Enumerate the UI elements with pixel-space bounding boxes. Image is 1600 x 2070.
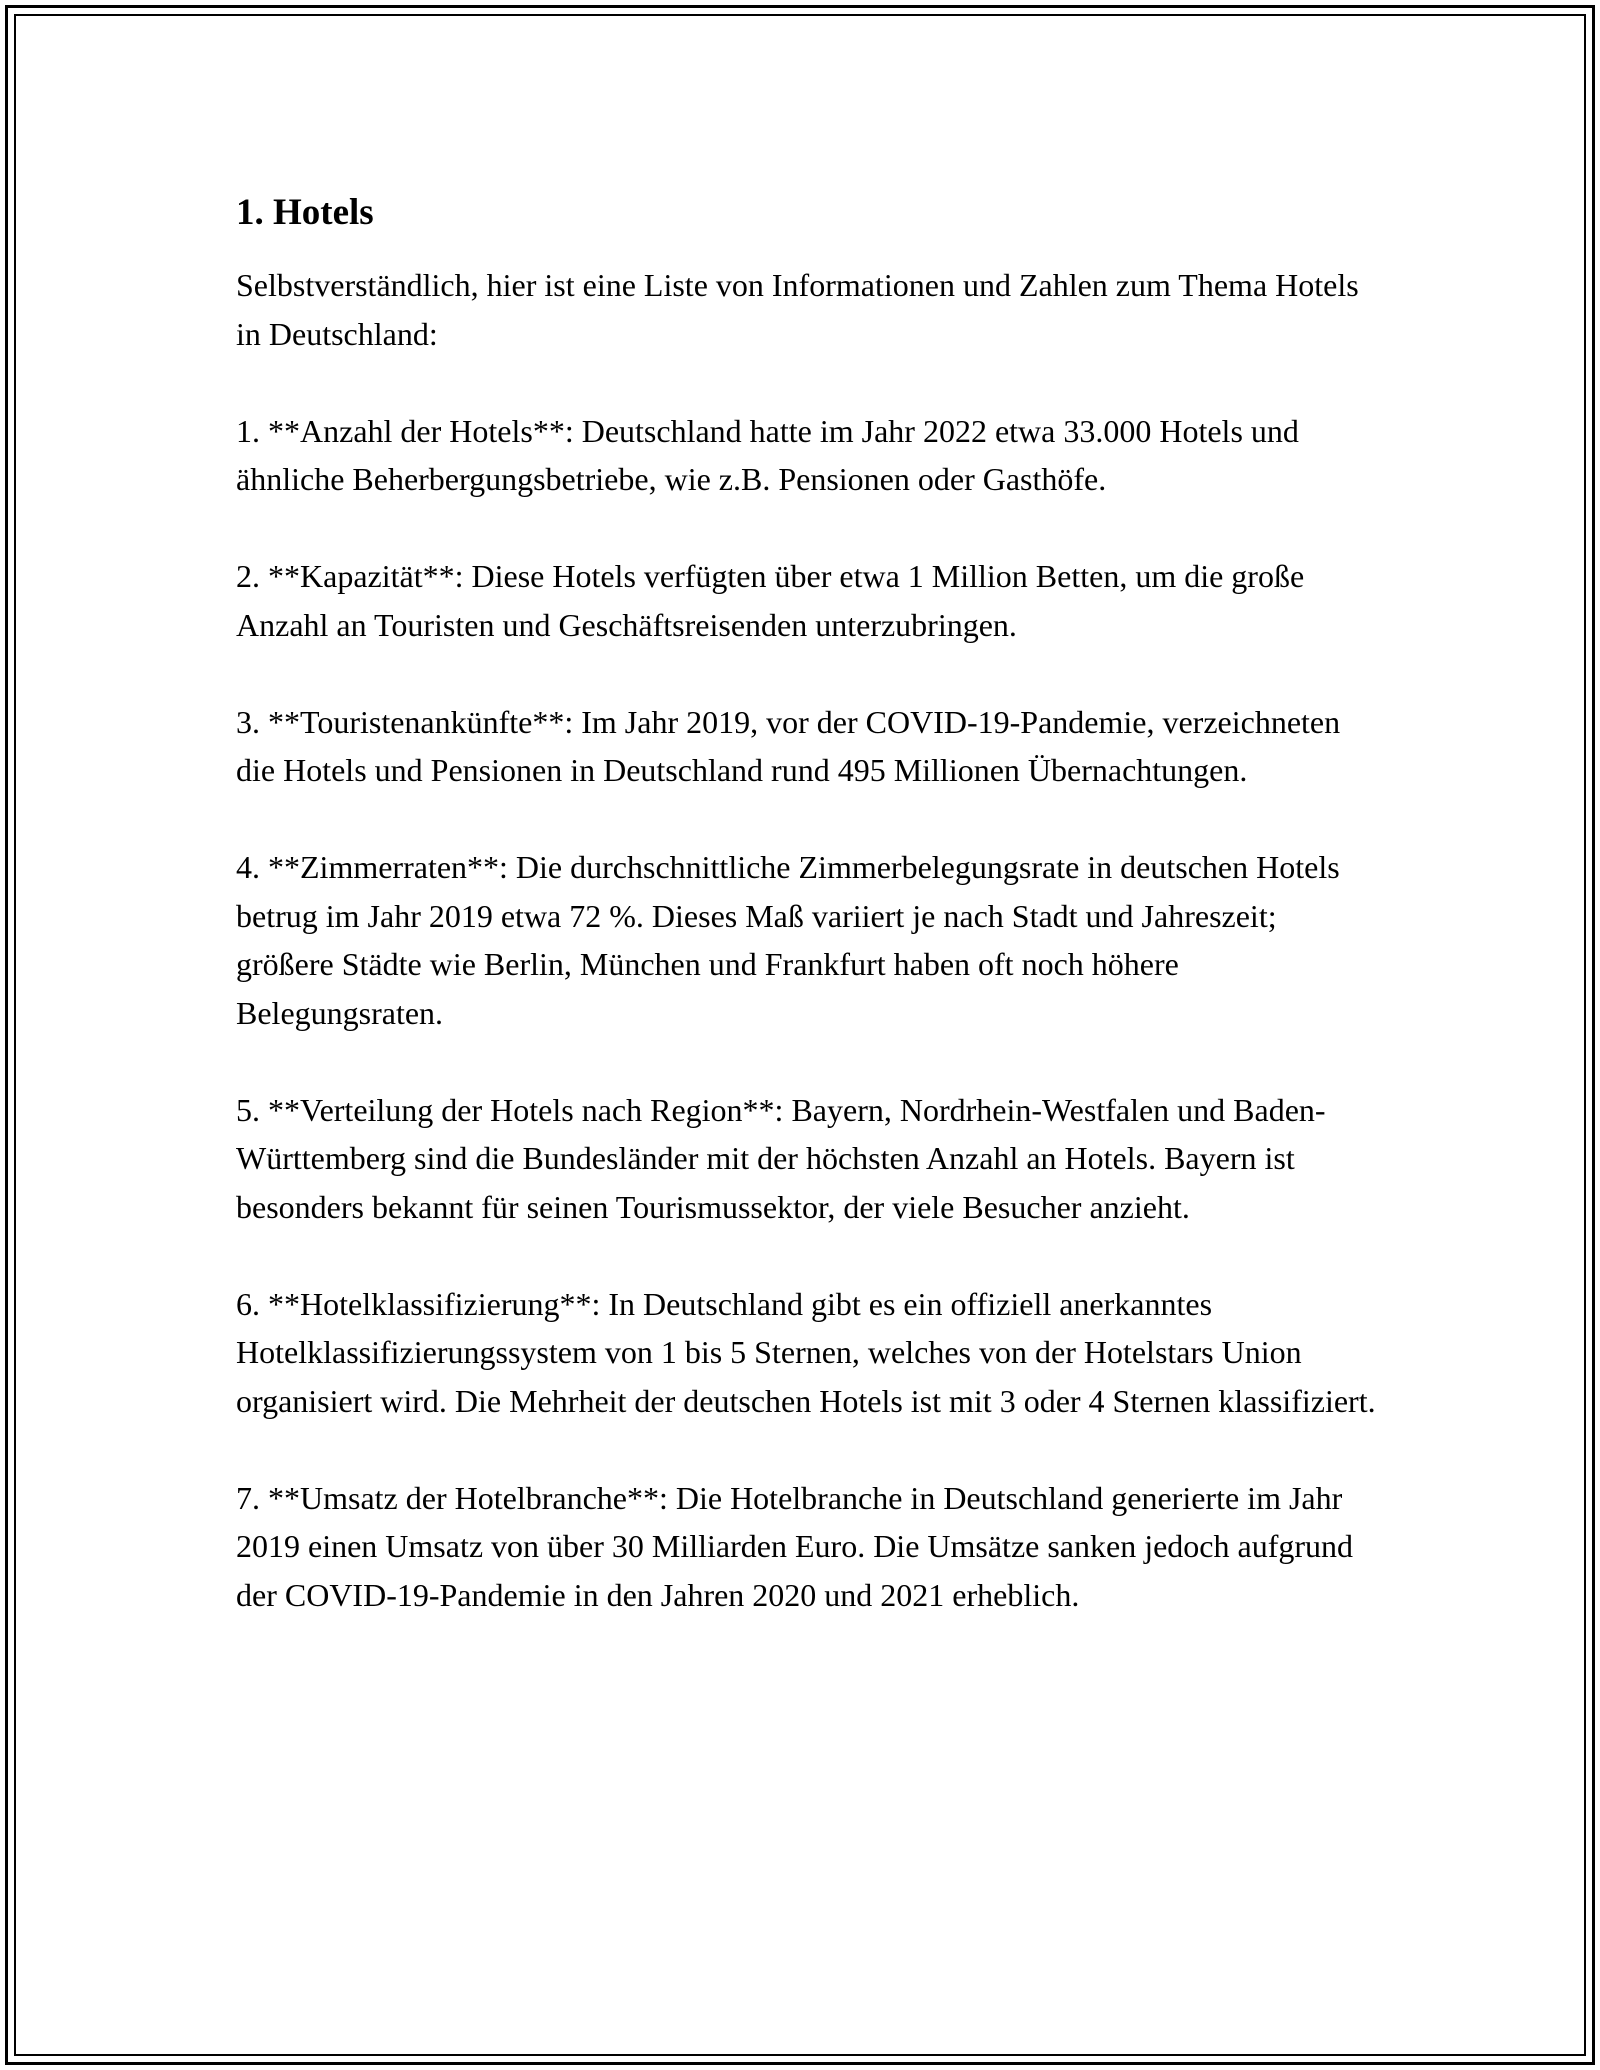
list-item-zimmerraten: 4. **Zimmerraten**: Die durchschnittliche Zimmerbelegungsrate in deutschen Hotels betrug im Jahr 2019 etwa 72 %. Dieses Maß variiert je nach Stadt und Jahreszeit; größere Städte wie Berlin, München und Frankfurt haben oft noch höhere Belegungsraten.: [236, 849, 1340, 1031]
section-heading: 1. Hotels: [236, 192, 374, 233]
list-item-touristenankuenfte: 3. **Touristenankünfte**: Im Jahr 2019, vor der COVID-19-Pandemie, verzeichneten die Hotels und Pensionen in Deutschland rund 495 Millionen Übernachtungen.: [236, 703, 1341, 788]
list-item-kapazitaet: 2. **Kapazität**: Diese Hotels verfügten über etwa 1 Million Betten, um die große Anzahl an Touristen und Geschäftsreisenden unterzubringen.: [236, 558, 1305, 643]
list-item-anzahl: 1. **Anzahl der Hotels**: Deutschland hatte im Jahr 2022 etwa 33.000 Hotels und ähnliche Beherbergungsbetriebe, wie z.B. Pensionen oder Gasthöfe.: [236, 412, 1299, 497]
intro-paragraph: Selbstverständlich, hier ist eine Liste von Informationen und Zahlen zum Thema Hotels in Deutschland:: [236, 267, 1359, 352]
document-body: [236, 186, 1376, 1668]
list-item-umsatz: 7. **Umsatz der Hotelbranche**: Die Hotelbranche in Deutschland generierte im Jahr 2019 einen Umsatz von über 30 Milliarden Euro. Die Umsätze sanken jedoch aufgrund der COVID-19-Pandemie in den Jahren 2020 und 2021 erheblich.: [236, 1479, 1354, 1613]
list-item-verteilung: 5. **Verteilung der Hotels nach Region**: Bayern, Nordrhein-Westfalen und Baden-Württemberg sind die Bundesländer mit der höchsten Anzahl an Hotels. Bayern ist besonders bekannt für seinen Tourismussektor, der viele Besucher anzieht.: [236, 1091, 1326, 1225]
list-item-klassifizierung: 6. **Hotelklassifizierung**: In Deutschland gibt es ein offiziell anerkanntes Hotelklassifizierungssystem von 1 bis 5 Sternen, welches von der Hotelstars Union organisiert wird. Die Mehrheit der deutschen Hotels ist mit 3 oder 4 Sternen klassifiziert.: [236, 1285, 1376, 1419]
